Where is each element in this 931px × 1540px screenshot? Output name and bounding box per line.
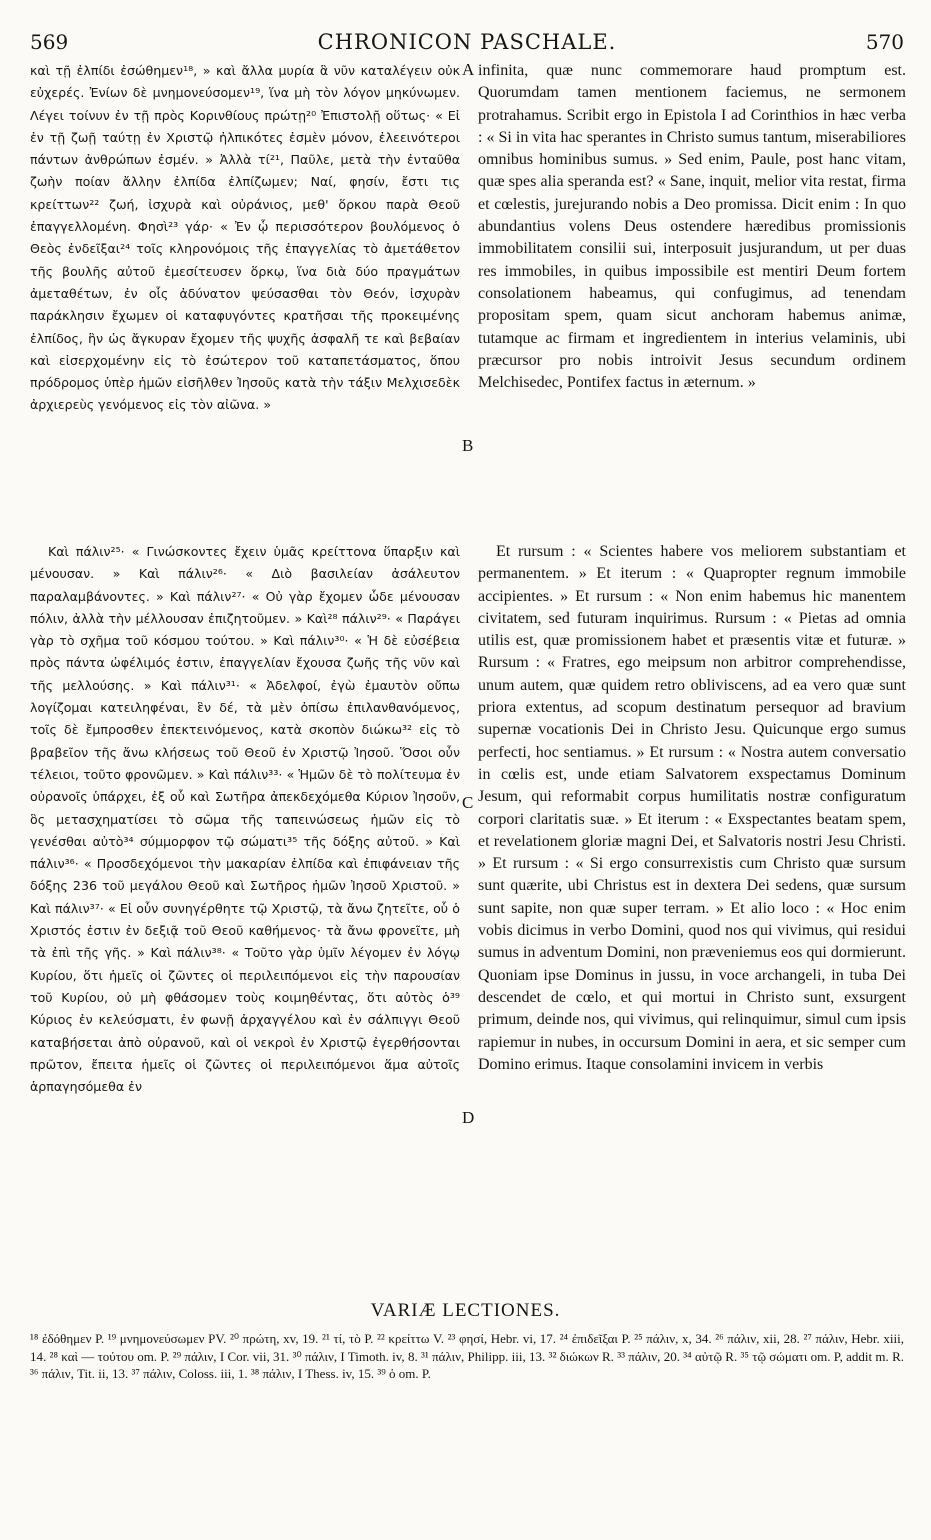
variae-lectiones-notes: ¹⁸ ἐδόθημεν P. ¹⁹ μνημονεύσωμεν PV. ²⁰ πρώτη, xv, 19. ²¹ τί, τὸ P. ²² κρείττω V. ²³ φησί, Hebr. vi, 17. ²⁴ ἐπιδεῖξαι P. ²⁵ πάλιν, x, 34. ²⁶ πάλιν, xii, 28. ²⁷ πάλιν, Hebr. xiii, 14. ²⁸ καὶ — τούτου om. P. ²⁹ πάλιν, I Cor. vii, 31. ³⁰ πάλιν, I Timoth. iv, 8. ³¹ πάλιν, Philipp. iii, 13. ³² διώκων R. ³³ πάλιν, 20. ³⁴ αὐτῷ R. ³⁵ τῷ σώματι om. P, addit m. R. ³⁶ πάλιν, Tit. ii, 13. ³⁷ πάλιν, Coloss. iii, 1. ³⁸ πάλιν, I Thess. iv, 15. ³⁹ ὁ om. P. [30,1331,904,1381]
margin-marker-a: A [462,60,475,79]
latin-column-top [478,60,906,394]
margin-marker-c: C [462,793,474,812]
running-title: CHRONICON PASCHALE. [317,30,617,54]
greek-paragraph-2: Καὶ πάλιν²⁵· « Γινώσκοντες ἔχειν ὑμᾶς κρείττονα ὕπαρξιν καὶ μένουσαν. » Καὶ πάλιν²⁶· « Διὸ βασιλείαν ἀσάλευτον παραλαμβάνοντες. » Καὶ πάλιν²⁷· « Οὐ γὰρ ἔχομεν ὧδε μένουσαν πόλιν, ἀλλὰ τὴν μέλλουσαν ἐπιζητοῦμεν. » Καὶ²⁸ πάλιν²⁹· « Παράγει γὰρ τὸ σχῆμα τοῦ κόσμου τούτου. » Καὶ πάλιν³⁰· « Ἡ δὲ εὐσέβεια πρὸς πάντα ὠφέλιμός ἐστιν, ἐπαγγελίαν ἔχουσα ζωῆς τῆς νῦν καὶ τῆς μελλούσης. » Καὶ πάλιν³¹· « Ἀδελφοί, ἐγὼ ἐμαυτὸν οὔπω λογίζομαι κατειληφέναι, ἓν δέ, τὰ μὲν ὀπίσω ἐπιλανθανόμενος, τοῖς δὲ ἔμπροσθεν ἐπεκτεινόμενος, κατὰ σκοπὸν διώκω³² εἰς τὸ βραβεῖον τῆς ἄνω κλήσεως τοῦ Θεοῦ ἐν Χριστῷ Ἰησοῦ. Ὅσοι οὖν τέλειοι, τοῦτο φρονῶμεν. » Καὶ πάλιν³³· « Ἡμῶν δὲ τὸ πολίτευμα ἐν οὐρανοῖς ὑπάρχει, ἐξ οὗ καὶ Σωτῆρα ἀπεκδεχόμεθα Κύριον Ἰησοῦν, ὃς μετασχηματίσει τὸ σῶμα τῆς ταπεινώσεως ἡμῶν εἰς τὸ γενέσθαι αὐτὸ³⁴ σύμμορφον τῷ σώματι³⁵ τῆς δόξης αὐτοῦ. » Καὶ πάλιν³⁶· « Προσδεχόμενοι τὴν μακαρίαν ἐλπίδα καὶ ἐπιφάνειαν τῆς δόξης 236 τοῦ μεγάλου Θεοῦ καὶ Σωτῆρος ἡμῶν Ἰησοῦ Χριστοῦ. » Καὶ πάλιν³⁷· « Εἰ οὖν συνηγέρθητε τῷ Χριστῷ, τὰ ἄνω ζητεῖτε, οὗ ὁ Χριστός ἐστιν ἐν δεξιᾷ τοῦ Θεοῦ καθήμενος· τὰ ἄνω φρονεῖτε, μὴ τὰ ἐπὶ τῆς γῆς. » Καὶ πάλιν³⁸· « Τοῦτο γὰρ ὑμῖν λέγομεν ἐν λόγῳ Κυρίου, ὅτι ἡμεῖς οἱ ζῶντες οἱ περιλειπόμενοι εἰς τὴν παρουσίαν τοῦ Κυρίου, οὐ μὴ φθάσομεν τοὺς κοιμηθέντας, ὅτι αὐτὸς ὁ³⁹ Κύριος ἐν κελεύσματι, ἐν φωνῇ ἀρχαγγέλου καὶ ἐν σάλπιγγι Θεοῦ καταβήσεται ἀπὸ οὐρανοῦ, καὶ οἱ νεκροὶ ἐν Χριστῷ ἐγερθήσονται πρῶτον, ἔπειτα ἡμεῖς οἱ ζῶντες οἱ περιλειπόμενοι ἅμα αὐτοῖς ἁρπαγησόμεθα ἐν [30,544,460,1095]
page-header [30,30,904,60]
page-number-left: 569 [30,30,69,54]
margin-marker-d: D [462,1108,475,1127]
greek-column-bottom [30,541,460,1098]
latin-paragraph-1: infinita, quæ nunc commemorare haud promptum est. Quorumdam tamen mentionem faciemus, ne sermonem protrahamus. Scribit ergo in Epistola I ad Corinthios in hæc verba : « Si in vita hac sperantes in Christo sumus tantum, miserabiliores omnibus hominibus sumus. » Sed enim, Paule, post hanc vitam, quæ spes alia speranda est? « Sane, inquit, melior vita restat, firma et cœlestis, jurejurando nobis a Deo promissa. Dicit enim : In quo abundantius volens Deus ostendere hæredibus promissionis immobilitatem consilii sui, interposuit jusjurandum, ut per duas res immobiles, in quibus impossibile est mentiri Deum fortem consolationem habeamus, qui confugimus, ad tenendam propositam spem, quam sicut anchoram habemus animæ, tutamque ac firmam et ingredientem in interius velaminis, ubi præcursor pro nobis introivit Jesus secundum ordinem Melchisedec, Pontifex factus in æternum. » [478,62,906,392]
greek-column-top [30,60,460,417]
latin-column-bottom [478,541,906,1076]
page-number-right: 570 [865,30,904,54]
variae-lectiones-heading: VARIÆ LECTIONES. [370,1300,561,1321]
margin-marker-b: B [462,436,474,455]
latin-paragraph-2: Et rursum : « Scientes habere vos meliorem substantiam et permanentem. » Et iterum : « Quapropter regnum immobile accipientes. » Et rursum : « Non enim habemus hic manentem civitatem, sed futuram inquirimus. Rursum : « Pietas ad omnia utilis est, quæ promissionem habet et præsentis vitæ et futuræ. » Rursum : « Fratres, ego meipsum non arbitror comprehendisse, unum autem, quæ quidem retro obliviscens, ad ea vero quæ sunt priora extentus, ad scopum destinatum persequor ad bravium supernæ vocationis Dei in Christo Jesu. Quicunque ergo sumus perfecti, hoc sentiamus. » Et rursum : « Nostra autem conversatio in cœlis est, unde etiam Salvatorem exspectamus Dominum Jesum, qui reformabit corpus humilitatis nostræ configuratum corpori claritatis suæ. » Et iterum : « Exspectantes beatam spem, et revelationem gloriæ magni Dei, et Salvatoris nostri Jesu Christi. » Et rursum : « Si ergo consurrexistis cum Christo quæ sursum sunt quærite, ubi Christus est in dextera Dei sedens, quæ sursum sunt sapite, non quæ super terram. » Et alio loco : « Hoc enim vobis dicimus in verbo Domini, quod nos qui vivimus, qui residui sumus in adventum Domini, non præveniemus eos qui dormierunt. Quoniam ipse Dominus in jussu, in voce archangeli, in tuba Dei descendet de cœlo, et qui mortui in Christo sunt, exsurgent primum, deinde nos, qui vivimus, qui relinquimur, simul cum ipsis rapiemur in nubes, in occursum Domini in aera, et sic semper cum Domino erimus. Itaque consolamini invicem in verbis [478,543,906,1073]
greek-paragraph-1: καὶ τῇ ἐλπίδι ἐσώθημεν¹⁸, » καὶ ἄλλα μυρία ἃ νῦν καταλέγειν οὐκ εὐχερές. Ἐνίων δὲ μνημονεύσομεν¹⁹, ἵνα μὴ τὸν λόγον μηκύνωμεν. Λέγει τοίνυν ἐν τῇ πρὸς Κορινθίους πρώτῃ²⁰ Ἐπιστολῇ οὕτως· « Εἰ ἐν τῇ ζωῇ ταύτῃ ἐν Χριστῷ ἠλπικότες ἐσμὲν μόνον, ἐλεεινότεροι πάντων ἀνθρώπων ἐσμέν. » Ἀλλὰ τί²¹, Παῦλε, μετὰ τὴν ἐνταῦθα ζωὴν ποίαν ἄλλην ἐλπίδα ἐλπίζωμεν; Ναί, φησίν, ἔστι τις κρείττων²² ζωή, ἰσχυρὰ καὶ οὐράνιος, μεθ' ὅρκου παρὰ Θεοῦ ἐπαγγελλομένη. Φησὶ²³ γάρ· « Ἐν ᾧ περισσότερον βουλόμενος ὁ Θεὸς ἐνδεῖξαι²⁴ τοῖς κληρονόμοις τῆς ἐπαγγελίας τὸ ἀμετάθετον τῆς βουλῆς αὐτοῦ ἐμεσίτευσεν ὅρκῳ, ἵνα διὰ δύο πραγμάτων ἀμεταθέτων, ἐν οἷς ἀδύνατον ψεύσασθαι τὸν Θεόν, ἰσχυρὰν παράκλησιν ἔχωμεν οἱ καταφυγόντες κρατῆσαι τῆς προκειμένης ἐλπίδος, ἣν ὡς ἄγκυραν ἔχομεν τῆς ψυχῆς ἀσφαλῆ τε καὶ βεβαίαν καὶ εἰσερχομένην εἰς τὸ ἐσώτερον τοῦ καταπετάσματος, ὅπου πρόδρομος ὑπὲρ ἡμῶν εἰσῆλθεν Ἰησοῦς κατὰ τὴν τάξιν Μελχισεδὲκ ἀρχιερεὺς γενόμενος εἰς τὸν αἰῶνα. » [30,63,460,413]
